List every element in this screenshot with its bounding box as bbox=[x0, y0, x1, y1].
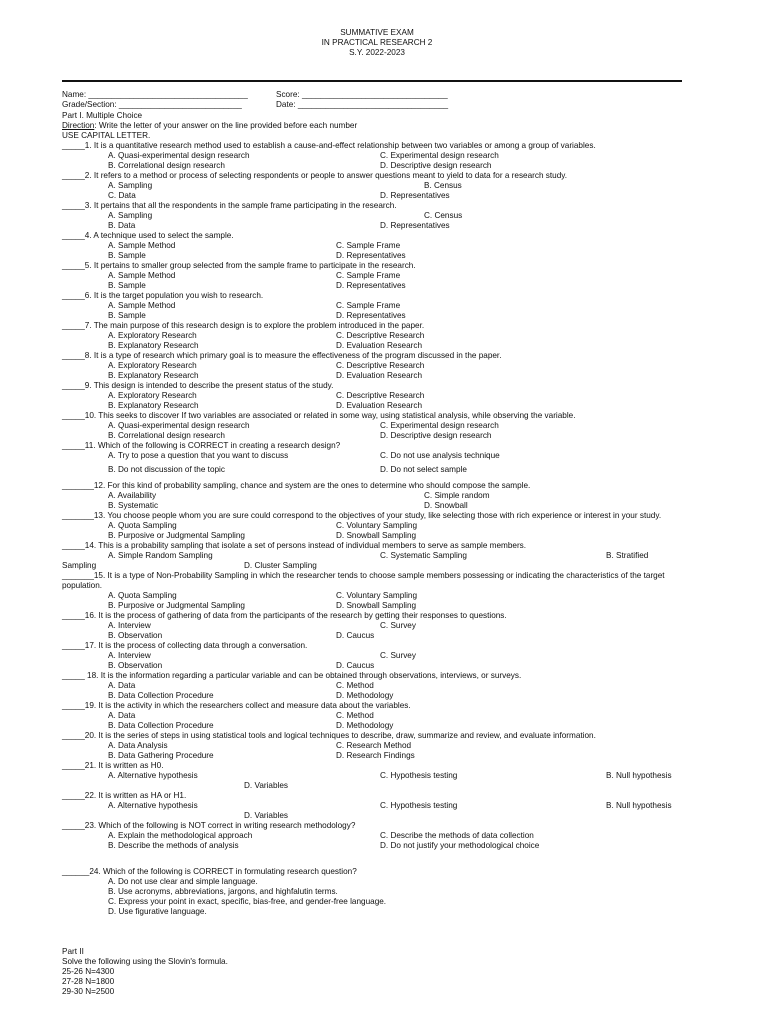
question-text: _____ 18. It is the information regarding a particular variable and can be obtained through observations, interviews, or surveys. bbox=[62, 671, 522, 680]
option: C. Data bbox=[108, 191, 136, 200]
question-text: _____3. It pertains that all the respondents in the sample frame participating in the research. bbox=[62, 201, 397, 210]
options-row bbox=[62, 181, 692, 191]
option: A. Quasi-experimental design research bbox=[108, 151, 250, 160]
option bbox=[108, 781, 244, 791]
header-divider bbox=[62, 80, 682, 82]
options-row bbox=[62, 681, 692, 691]
option: D. Snowball bbox=[424, 501, 468, 510]
question-text: _____2. It refers to a method or process of selecting respondents or people to answer questions meant to yield to data for a research study. bbox=[62, 171, 568, 180]
question-text: _____16. It is the process of gathering of data from the participants of the research by getting their responses to questions. bbox=[62, 611, 507, 620]
options-row bbox=[62, 281, 692, 291]
exam-subject: IN PRACTICAL RESEARCH 2 bbox=[321, 38, 433, 47]
option: C. Descriptive Research bbox=[336, 391, 425, 400]
option: A. Availability bbox=[108, 491, 157, 500]
option: D. Representatives bbox=[336, 311, 406, 320]
options-row bbox=[62, 551, 692, 561]
q24-option-c: C. Express your point in exact, specific, bias-free, and gender-free language. bbox=[108, 897, 387, 906]
question-item bbox=[62, 381, 692, 411]
part1-title: Part I. Multiple Choice bbox=[62, 111, 143, 120]
option: D. Caucus bbox=[336, 661, 375, 670]
question-text: _____7. The main purpose of this research design is to explore the problem introduced in the paper. bbox=[62, 321, 425, 330]
option: C. Systematic Sampling bbox=[380, 551, 467, 560]
question-24 bbox=[62, 867, 692, 917]
question-text: _____21. It is written as H0. bbox=[62, 761, 164, 770]
student-info bbox=[62, 90, 692, 110]
options-row bbox=[62, 211, 692, 221]
options-row bbox=[62, 621, 692, 631]
option: B. Purposive or Judgmental Sampling bbox=[108, 601, 245, 610]
option: B. Census bbox=[424, 181, 462, 190]
option: A. Quota Sampling bbox=[108, 521, 177, 530]
option: A. Quasi-experimental design research bbox=[108, 421, 250, 430]
option: C. Experimental design research bbox=[380, 151, 499, 160]
option: C. Descriptive Research bbox=[336, 361, 425, 370]
part2-item: 25-26 N=4300 bbox=[62, 967, 115, 976]
question-item bbox=[62, 201, 692, 231]
option: A. Interview bbox=[108, 621, 151, 630]
option: C. Simple random bbox=[424, 491, 490, 500]
question-item bbox=[62, 321, 692, 351]
option: A. Try to pose a question that you want to discuss bbox=[108, 451, 289, 460]
options-row bbox=[62, 501, 692, 511]
question-text: _____9. This design is intended to describe the present status of the study. bbox=[62, 381, 334, 390]
part2-item: 27-28 N=1800 bbox=[62, 977, 115, 986]
option: C. Census bbox=[424, 211, 463, 220]
option: B. Stratified bbox=[606, 551, 649, 560]
options-row bbox=[62, 311, 692, 321]
options-row bbox=[62, 491, 692, 501]
options-row bbox=[62, 421, 692, 431]
option: B. Observation bbox=[108, 631, 163, 640]
option: D. Methodology bbox=[336, 691, 394, 700]
option: B. Data Gathering Procedure bbox=[108, 751, 214, 760]
options-row bbox=[62, 465, 692, 475]
options-row bbox=[62, 271, 692, 281]
option: A. Sample Method bbox=[108, 271, 176, 280]
options-row bbox=[62, 331, 692, 341]
option: C. Survey bbox=[380, 651, 416, 660]
question-item bbox=[62, 821, 692, 851]
option: A. Simple Random Sampling bbox=[108, 551, 213, 560]
options-row bbox=[62, 771, 692, 781]
options-row bbox=[62, 651, 692, 661]
option: C. Voluntary Sampling bbox=[336, 521, 418, 530]
part2-item: 29-30 N=2500 bbox=[62, 987, 115, 996]
option: D. Evaluation Research bbox=[336, 371, 423, 380]
question-item bbox=[62, 611, 692, 641]
question-text: _______12. For this kind of probability sampling, chance and system are the ones to determine who should compose the sample. bbox=[62, 481, 531, 490]
options-row bbox=[62, 531, 692, 541]
option: C. Research Method bbox=[336, 741, 412, 750]
option: A. Exploratory Research bbox=[108, 331, 197, 340]
option: B. Data bbox=[108, 221, 136, 230]
options-row bbox=[62, 591, 692, 601]
q24-option-d: D. Use figurative language. bbox=[108, 907, 207, 916]
question-item bbox=[62, 791, 692, 821]
options-row bbox=[62, 361, 692, 371]
question-item bbox=[62, 671, 692, 701]
option: D. Snowball Sampling bbox=[336, 601, 417, 610]
question-item bbox=[62, 731, 692, 761]
score-field[interactable]: Score: ________________________________ bbox=[276, 90, 448, 99]
option: B. Describe the methods of analysis bbox=[108, 841, 239, 850]
school-year: S.Y. 2022-2023 bbox=[349, 48, 405, 57]
part2-instruction: Solve the following using the Slovin's formula. bbox=[62, 957, 228, 966]
question-item bbox=[62, 641, 692, 671]
options-row bbox=[62, 251, 692, 261]
question-text: _______15. It is a type of Non-Probability Sampling in which the researcher tends to choose sample members possessing or indicating the characteristics of the target population. bbox=[62, 571, 665, 590]
option: C. Describe the methods of data collection bbox=[380, 831, 534, 840]
option: B. Data Collection Procedure bbox=[108, 721, 214, 730]
option: D. Representatives bbox=[336, 281, 406, 290]
question-item bbox=[62, 481, 692, 511]
question-text: _____4. A technique used to select the sample. bbox=[62, 231, 234, 240]
option: D. Variables bbox=[244, 811, 288, 820]
option: D. Variables bbox=[244, 781, 288, 790]
option: C. Voluntary Sampling bbox=[336, 591, 418, 600]
options-row bbox=[62, 831, 692, 841]
option: B. Explanatory Research bbox=[108, 401, 199, 410]
option: A. Sample Method bbox=[108, 301, 176, 310]
grade-section-field[interactable]: Grade/Section: ___________________________ bbox=[62, 100, 242, 109]
option: B. Sample bbox=[108, 251, 146, 260]
options-row bbox=[62, 711, 692, 721]
question-text: _____6. It is the target population you wish to research. bbox=[62, 291, 264, 300]
exam-body bbox=[62, 111, 692, 997]
part2 bbox=[62, 947, 692, 997]
option: C. Hypothesis testing bbox=[380, 801, 458, 810]
options-row bbox=[62, 241, 692, 251]
question-item bbox=[62, 351, 692, 381]
options-row bbox=[62, 841, 692, 851]
option: C. Survey bbox=[380, 621, 416, 630]
question-text: _____8. It is a type of research which primary goal is to measure the effectiveness of the program discussed in the paper. bbox=[62, 351, 502, 360]
option: D. Caucus bbox=[336, 631, 375, 640]
option: C. Experimental design research bbox=[380, 421, 499, 430]
options-row bbox=[62, 561, 692, 571]
option: D. Descriptive design research bbox=[380, 161, 492, 170]
question-item bbox=[62, 411, 692, 441]
option: A. Data bbox=[108, 711, 136, 720]
question-item bbox=[62, 441, 692, 475]
question-text: _____1. It is a quantitative research method used to establish a cause-and-effect relationship between two variables or among a group of variables. bbox=[62, 141, 596, 150]
question-text: ______24. Which of the following is CORRECT in formulating research question? bbox=[62, 867, 357, 876]
option: B. Observation bbox=[108, 661, 163, 670]
option: D. Descriptive design research bbox=[380, 431, 492, 440]
options-row bbox=[62, 161, 692, 171]
option: D. Research Findings bbox=[336, 751, 415, 760]
exam-page bbox=[62, 28, 692, 996]
option: D. Do not justify your methodological choice bbox=[380, 841, 540, 850]
direction bbox=[62, 121, 692, 131]
option: B. Correlational design research bbox=[108, 161, 225, 170]
option: A. Explain the methodological approach bbox=[108, 831, 253, 840]
option: B. Systematic bbox=[108, 501, 159, 510]
options-row bbox=[62, 751, 692, 761]
option: C. Method bbox=[336, 711, 374, 720]
option: D. Do not select sample bbox=[380, 465, 467, 474]
option: D. Cluster Sampling bbox=[244, 561, 317, 570]
options-row bbox=[62, 691, 692, 701]
question-text: _____10. This seeks to discover If two variables are associated or related in some way, using statistical analysis, while observing the variable. bbox=[62, 411, 576, 420]
option: B. Sample bbox=[108, 311, 146, 320]
option: D. Evaluation Research bbox=[336, 341, 423, 350]
question-text: _____5. It pertains to smaller group selected from the sample frame to participate in the research. bbox=[62, 261, 416, 270]
question-text: _____23. Which of the following is NOT correct in writing research methodology? bbox=[62, 821, 356, 830]
question-item bbox=[62, 231, 692, 261]
option: B. Null hypothesis bbox=[606, 801, 672, 810]
options-row bbox=[62, 301, 692, 311]
option: C. Descriptive Research bbox=[336, 331, 425, 340]
options-row bbox=[62, 721, 692, 731]
question-text: _____11. Which of the following is CORRECT in creating a research design? bbox=[62, 441, 341, 450]
options-row bbox=[62, 601, 692, 611]
part2-title: Part II bbox=[62, 947, 84, 956]
option: A. Interview bbox=[108, 651, 151, 660]
option: B. Do not discussion of the topic bbox=[108, 465, 225, 474]
exam-title: SUMMATIVE EXAM bbox=[340, 28, 414, 37]
option: A. Sampling bbox=[108, 181, 153, 190]
option: A. Exploratory Research bbox=[108, 361, 197, 370]
question-item bbox=[62, 171, 692, 201]
option: A. Data bbox=[108, 681, 136, 690]
option: B. Explanatory Research bbox=[108, 371, 199, 380]
option: A. Data Analysis bbox=[108, 741, 168, 750]
options-row bbox=[62, 371, 692, 381]
direction-text: : Write the letter of your answer on the line provided before each number bbox=[94, 121, 358, 130]
option: A. Sample Method bbox=[108, 241, 176, 250]
option: D. Methodology bbox=[336, 721, 394, 730]
option: A. Quota Sampling bbox=[108, 591, 177, 600]
question-text: _____17. It is the process of collecting data through a conversation. bbox=[62, 641, 308, 650]
option: A. Alternative hypothesis bbox=[108, 771, 198, 780]
option: Sampling bbox=[62, 561, 97, 570]
options-row bbox=[62, 151, 692, 161]
question-item bbox=[62, 291, 692, 321]
option: B. Correlational design research bbox=[108, 431, 225, 440]
option: D. Evaluation Research bbox=[336, 401, 423, 410]
option: A. Sampling bbox=[108, 211, 153, 220]
option: B. Null hypothesis bbox=[606, 771, 672, 780]
option: C. Method bbox=[336, 681, 374, 690]
options-row bbox=[62, 801, 692, 811]
q24-option-a: A. Do not use clear and simple language. bbox=[108, 877, 258, 886]
option: C. Sample Frame bbox=[336, 241, 401, 250]
question-item bbox=[62, 541, 692, 571]
option: D. Snowball Sampling bbox=[336, 531, 417, 540]
option: C. Do not use analysis technique bbox=[380, 451, 500, 460]
option: C. Sample Frame bbox=[336, 301, 401, 310]
name-field[interactable]: Name: ___________________________________ bbox=[62, 90, 248, 99]
option: C. Sample Frame bbox=[336, 271, 401, 280]
question-text: _____22. It is written as HA or H1. bbox=[62, 791, 187, 800]
options-row bbox=[62, 661, 692, 671]
options-row bbox=[62, 431, 692, 441]
option: D. Representatives bbox=[336, 251, 406, 260]
question-text: _____20. It is the series of steps in using statistical tools and logical techniques to describe, draw, summarize and review, and evaluate information. bbox=[62, 731, 596, 740]
option: B. Data Collection Procedure bbox=[108, 691, 214, 700]
option: A. Exploratory Research bbox=[108, 391, 197, 400]
options-row bbox=[62, 221, 692, 231]
caps-instruction: USE CAPITAL LETTER. bbox=[62, 131, 151, 140]
question-text: _______13. You choose people whom you are sure could correspond to the objectives of your study, like selecting those with rich experience or interest in your study. bbox=[62, 511, 662, 520]
option: A. Alternative hypothesis bbox=[108, 801, 198, 810]
options-row bbox=[62, 391, 692, 401]
options-row bbox=[62, 401, 692, 411]
options-row bbox=[62, 631, 692, 641]
option: D. Representatives bbox=[380, 221, 450, 230]
option bbox=[108, 811, 244, 821]
options-row bbox=[62, 191, 692, 201]
options-row bbox=[62, 521, 692, 531]
question-item bbox=[62, 571, 692, 611]
question-list bbox=[62, 141, 692, 851]
options-row bbox=[62, 741, 692, 751]
option: B. Sample bbox=[108, 281, 146, 290]
question-item bbox=[62, 701, 692, 731]
q24-option-b: B. Use acronyms, abbreviations, jargons, and highfalutin terms. bbox=[108, 887, 338, 896]
direction-label: Direction bbox=[62, 121, 95, 130]
option: C. Hypothesis testing bbox=[380, 771, 458, 780]
options-row bbox=[62, 341, 692, 351]
options-row bbox=[62, 451, 692, 461]
option: B. Explanatory Research bbox=[108, 341, 199, 350]
question-text: _____19. It is the activity in which the researchers collect and measure data about the variables. bbox=[62, 701, 411, 710]
question-item bbox=[62, 761, 692, 791]
question-item bbox=[62, 141, 692, 171]
options-row bbox=[62, 811, 692, 821]
question-text: _____14. This is a probability sampling that isolate a set of persons instead of individual members to serve as sample members. bbox=[62, 541, 527, 550]
option: D. Representatives bbox=[380, 191, 450, 200]
options-row bbox=[62, 781, 692, 791]
question-item bbox=[62, 261, 692, 291]
option: B. Purposive or Judgmental Sampling bbox=[108, 531, 245, 540]
question-item bbox=[62, 511, 692, 541]
date-field[interactable]: Date: _________________________________ bbox=[276, 100, 449, 109]
